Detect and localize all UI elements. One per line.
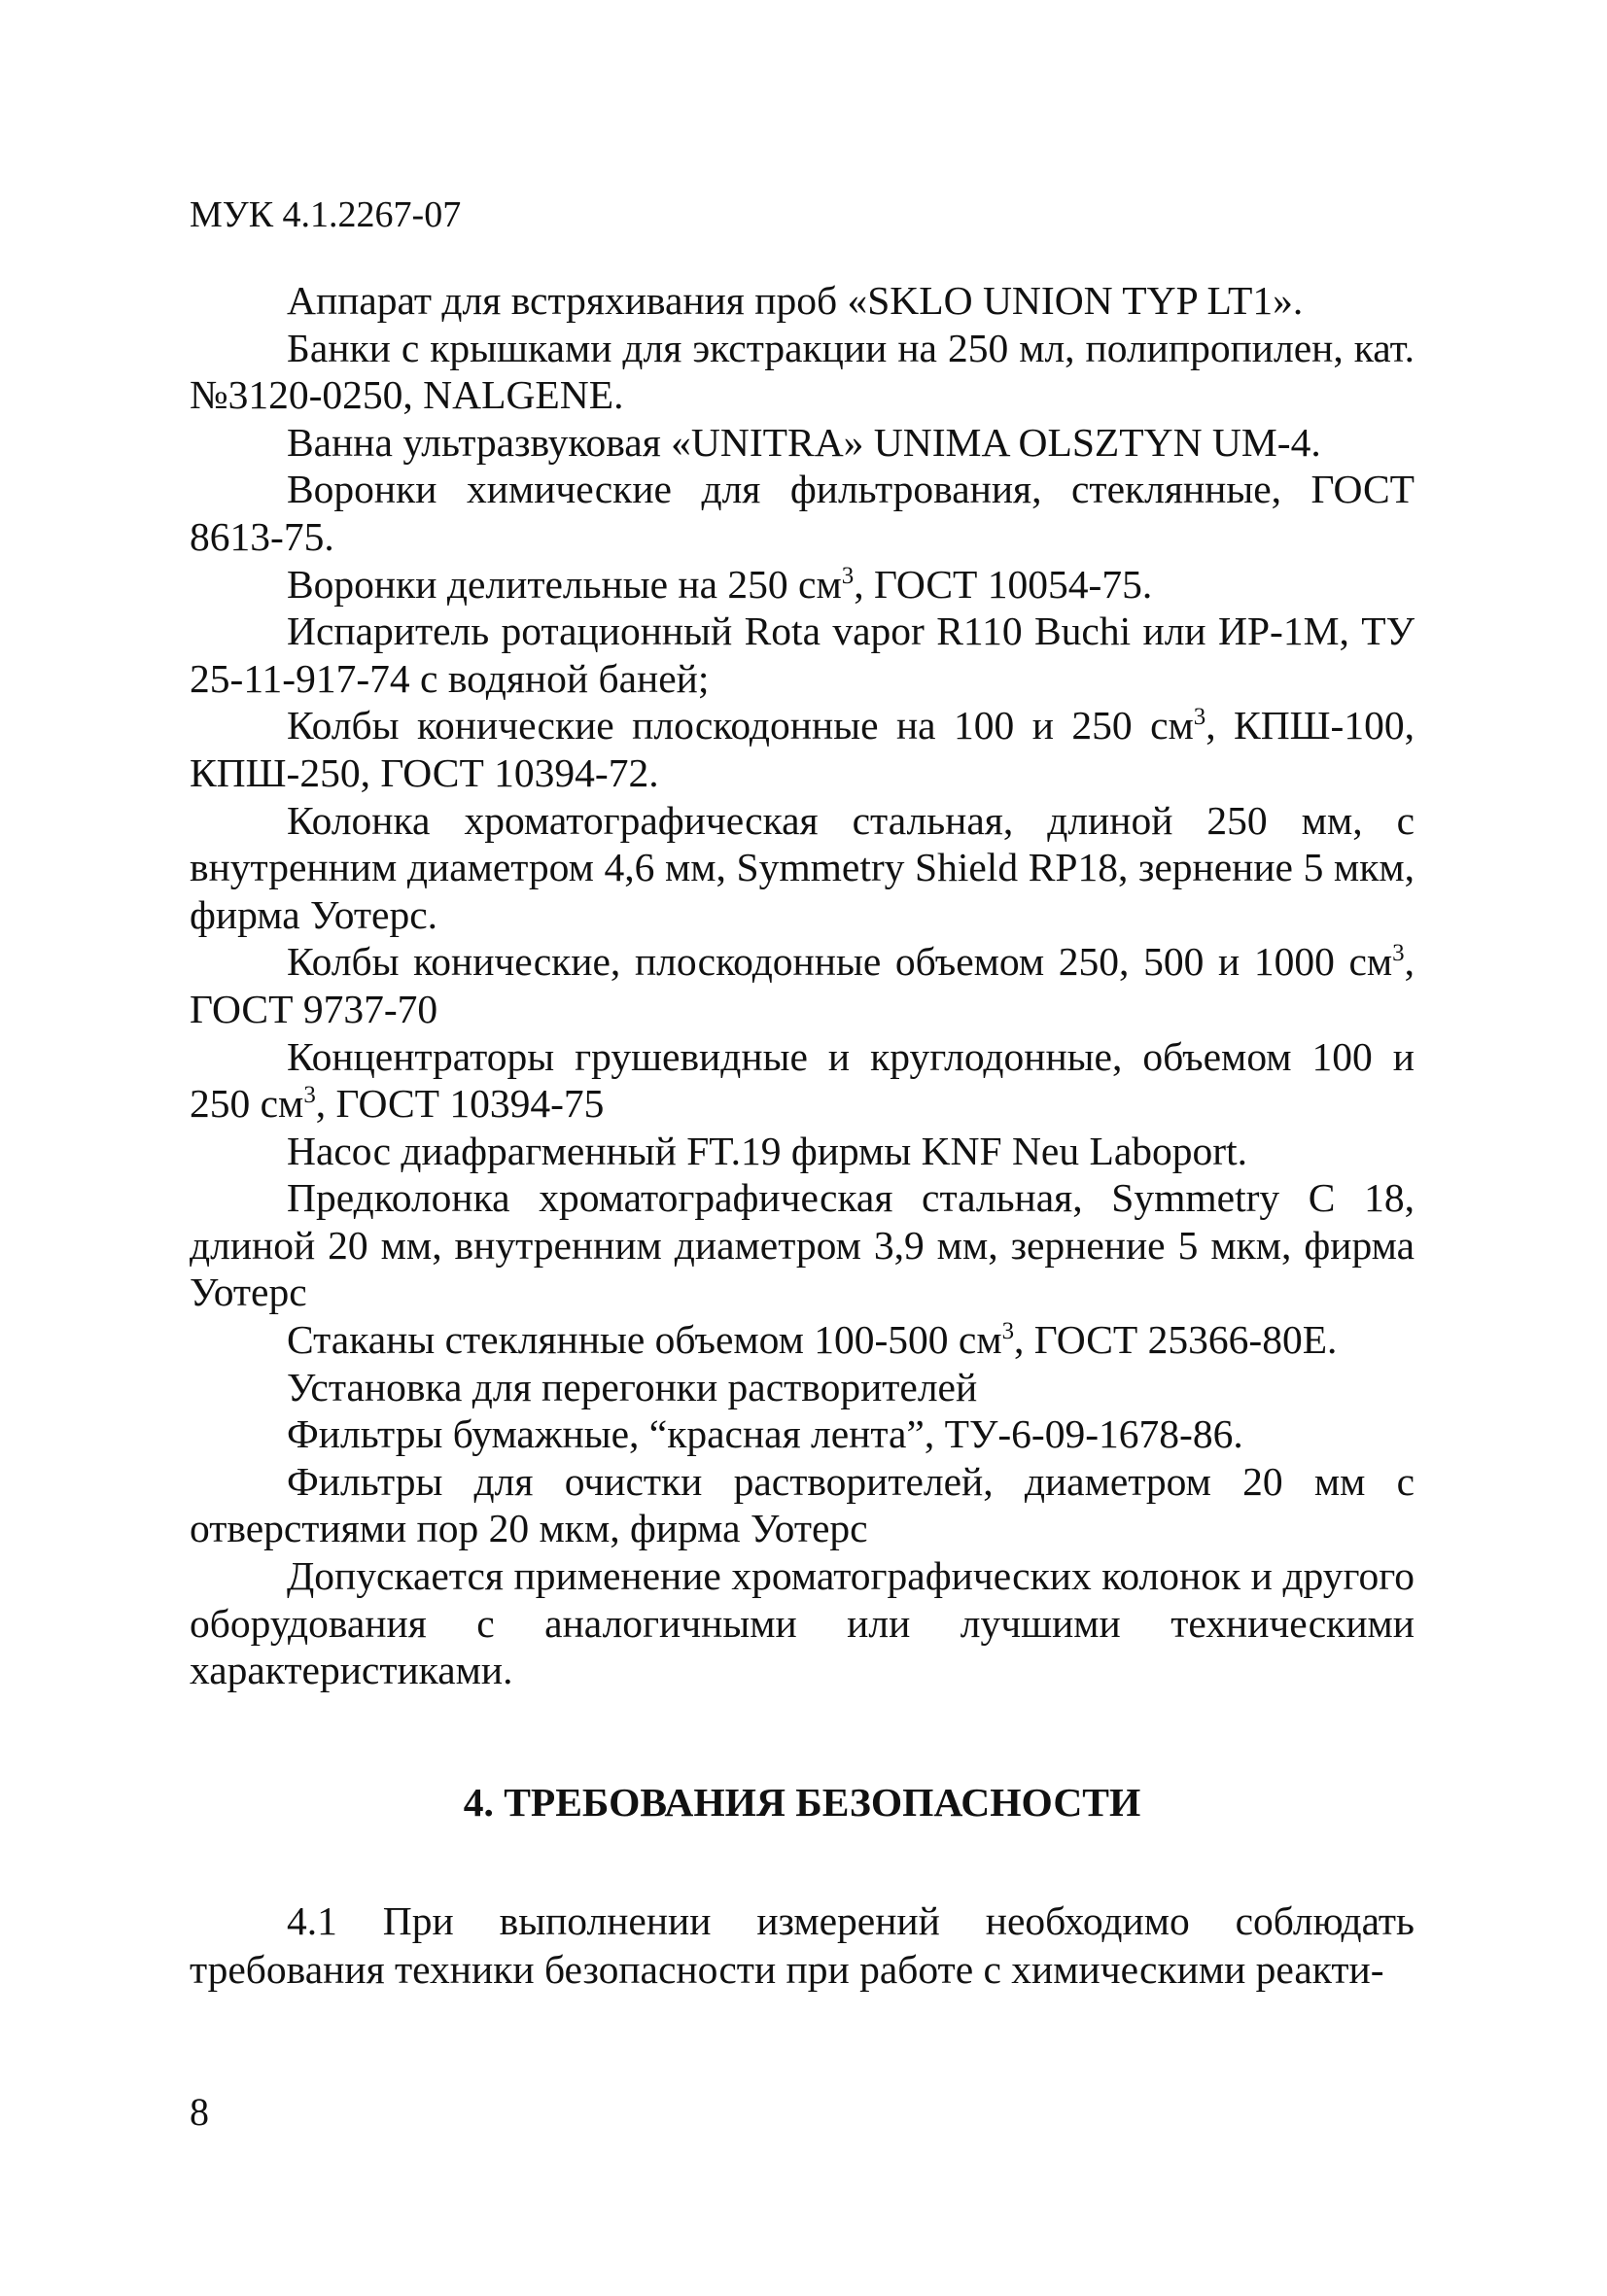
equipment-item: Воронки делительные на 250 $см^3$, ГОСТ 10054-75. (287, 561, 1153, 607)
equipment-item: Стаканы стеклянные объемом 100-500 $см^3$, ГОСТ 25366-80Е. (287, 1317, 1338, 1363)
page-number: 8 (190, 2090, 209, 2134)
equipment-item: Ванна ультразвуковая «UNITRA» UNIMA OLSZTYN UM-4. (287, 419, 1321, 465)
section-paragraph: 4.1 При выполнении измерений необходимо соблюдать требования техники безопасности при работе с химическими реакти- (190, 1898, 1415, 1992)
section-body (190, 1896, 1415, 1994)
equipment-item: Колбы конические, плоскодонные объемом 250, 500 и 1000 $см^3$, ГОСТ 9737-70 (190, 939, 1415, 1031)
equipment-item: Колонка хроматографическая стальная, длиной 250 мм, с внутренним диаметром 4,6 мм, Symmetry Shield RP18, зернение 5 мкм, фирма Уотерс. (190, 797, 1415, 937)
equipment-item: Насос диафрагменный FT.19 фирмы KNF Neu Laboport. (287, 1128, 1247, 1173)
equipment-item: Предколонка хроматографическая стальная, Symmetry C 18, длиной 20 мм, внутренним диаметром 3,9 мм, зернение 5 мкм, фирма Уотерс (190, 1175, 1415, 1315)
document-code-header: МУК 4.1.2267-07 (190, 194, 462, 235)
equipment-item: Установка для перегонки растворителей (287, 1364, 978, 1409)
equipment-item: Аппарат для встряхивания проб «SKLO UNION TYP LT1». (287, 278, 1304, 323)
equipment-note: Допускается применение хроматографических колонок и другого оборудования с аналогичными или лучшими техническими характеристиками. (190, 1553, 1415, 1693)
equipment-item: Колбы конические плоскодонные на 100 и 250 $см^3$, КПШ-100, КПШ-250, ГОСТ 10394-72. (190, 703, 1415, 795)
equipment-item: Банки с крышками для экстракции на 250 мл, полипропилен, кат.№3120-0250, NALGENE. (190, 325, 1415, 418)
equipment-item: Концентраторы грушевидные и круглодонные, объемом 100 и 250 $см^3$, ГОСТ 10394-75 (190, 1033, 1415, 1127)
equipment-list (190, 277, 1415, 1694)
equipment-item: Фильтры бумажные, “красная лента”, ТУ-6-09-1678-86. (287, 1411, 1243, 1457)
equipment-item: Фильтры для очистки растворителей, диаметром 20 мм с отверстиями пор 20 мкм, фирма Уотерс (190, 1458, 1415, 1551)
section-heading: 4. ТРЕБОВАНИЯ БЕЗОПАСНОСТИ (463, 1780, 1141, 1825)
equipment-item: Воронки химические для фильтрования, стеклянные, ГОСТ 8613-75. (190, 467, 1415, 559)
equipment-item: Испаритель ротационный Rota vapor R110 Buchi или ИР-1М, ТУ 25-11-917-74 с водяной баней; (190, 609, 1415, 701)
